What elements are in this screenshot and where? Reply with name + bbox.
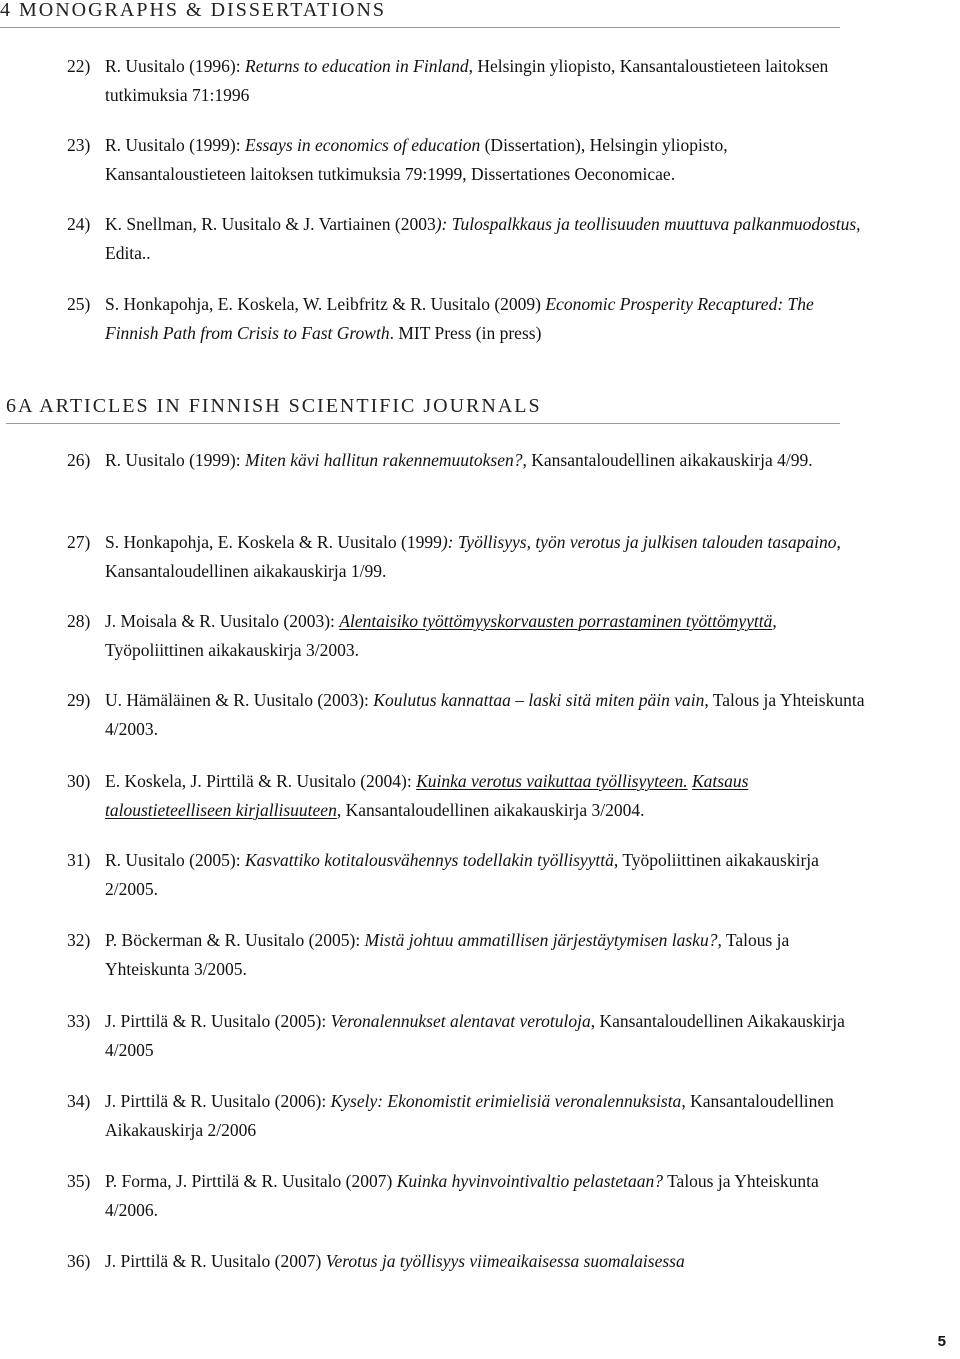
reference-22 [67,52,867,110]
reference-28 [67,607,867,665]
reference-30 [67,767,867,825]
reference-number: 27) [67,532,91,552]
reference-text: S. Honkapohja, E. Koskela & R. Uusitalo (1999): Työllisyys, työn verotus ja julkisen talouden tasapaino, Kansantaloudellinen aikakauskirja 1/99. [105,532,841,581]
reference-text: P. Forma, J. Pirttilä & R. Uusitalo (2007) Kuinka hyvinvointivaltio pelastetaan? Talous ja Yhteiskunta 4/2006. [105,1171,819,1220]
reference-number: 25) [67,294,91,314]
section-heading-monographs: 4 MONOGRAPHS & DISSERTATIONS [0,0,387,21]
section-rule [0,27,840,28]
reference-number: 35) [67,1171,91,1191]
section-heading-articles: 6A ARTICLES IN FINNISH SCIENTIFIC JOURNALS [6,395,542,417]
reference-number: 26) [67,450,91,470]
reference-number: 29) [67,690,91,710]
section-rule [6,423,840,424]
reference-29 [67,686,867,744]
reference-33 [67,1007,867,1065]
reference-24 [67,210,867,268]
reference-text: S. Honkapohja, E. Koskela, W. Leibfritz & R. Uusitalo (2009) Economic Prosperity Recaptured: The Finnish Path from Crisis to Fast Growth. MIT Press (in press) [105,294,814,343]
reference-text: U. Hämäläinen & R. Uusitalo (2003): Koulutus kannattaa – laski sitä miten päin vain, Talous ja Yhteiskunta 4/2003. [105,690,865,739]
reference-text: J. Pirttilä & R. Uusitalo (2007) Verotus ja työllisyys viimeaikaisessa suomalaisessa [105,1251,685,1271]
reference-number: 30) [67,771,91,791]
reference-23 [67,131,867,189]
reference-34 [67,1087,867,1145]
reference-32 [67,926,867,984]
reference-number: 22) [67,56,91,76]
reference-text: K. Snellman, R. Uusitalo & J. Vartiainen (2003): Tulospalkkaus ja teollisuuden muuttuva palkanmuodostus, Edita.. [105,214,861,263]
reference-27 [67,528,867,586]
reference-number: 33) [67,1011,91,1031]
reference-number: 36) [67,1251,91,1271]
reference-text: J. Moisala & R. Uusitalo (2003): Alentaisiko työttömyyskorvausten porrastaminen työttömyyttä, Työpoliittinen aikakauskirja 3/2003. [105,611,777,660]
reference-text: E. Koskela, J. Pirttilä & R. Uusitalo (2004): Kuinka verotus vaikuttaa työllisyyteen. Katsaus taloustieteelliseen kirjallisuuteen, Kansantaloudellinen aikakauskirja 3/2004. [105,771,749,820]
reference-number: 32) [67,930,91,950]
reference-number: 23) [67,135,91,155]
reference-number: 31) [67,850,91,870]
reference-number: 34) [67,1091,91,1111]
reference-text: R. Uusitalo (2005): Kasvattiko kotitalousvähennys todellakin työllisyyttä, Työpoliittinen aikakauskirja 2/2005. [105,850,819,899]
reference-text: R. Uusitalo (1999): Essays in economics of education (Dissertation), Helsingin yliopisto, Kansantaloustieteen laitoksen tutkimuksia 79:1999, Dissertationes Oeconomicae. [105,135,728,184]
page-number: 5 [937,1333,946,1350]
reference-36 [67,1247,867,1276]
reference-text: R. Uusitalo (1996): Returns to education in Finland, Helsingin yliopisto, Kansantaloustieteen laitoksen tutkimuksia 71:1996 [105,56,829,105]
reference-text: R. Uusitalo (1999): Miten kävi hallitun rakennemuutoksen?, Kansantaloudellinen aikakauskirja 4/99. [105,450,813,470]
reference-text: J. Pirttilä & R. Uusitalo (2006): Kysely: Ekonomistit erimielisiä veronalennuksista, Kansantaloudellinen Aikakauskirja 2/2006 [105,1091,834,1140]
reference-number: 24) [67,214,91,234]
reference-35 [67,1167,867,1225]
reference-number: 28) [67,611,91,631]
reference-text: P. Böckerman & R. Uusitalo (2005): Mistä johtuu ammatillisen järjestäytymisen lasku?, Talous ja Yhteiskunta 3/2005. [105,930,790,979]
reference-31 [67,846,867,904]
reference-text: J. Pirttilä & R. Uusitalo (2005): Veronalennukset alentavat verotuloja, Kansantaloudellinen Aikakauskirja 4/2005 [105,1011,845,1060]
reference-26 [67,446,867,475]
reference-25 [67,290,867,348]
